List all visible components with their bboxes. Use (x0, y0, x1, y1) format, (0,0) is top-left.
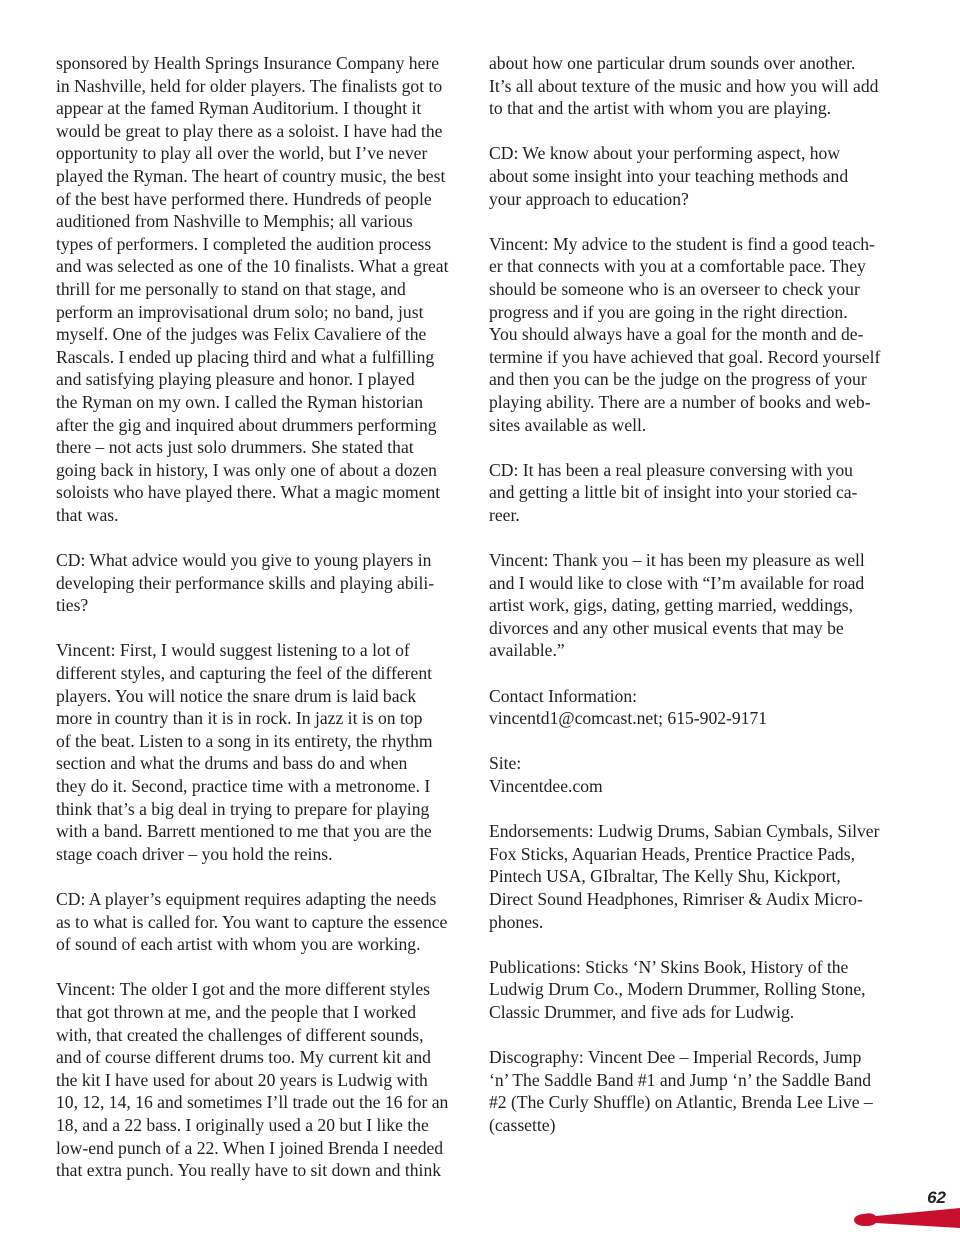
text-line: Vincent: My advice to the student is find a good teach- (489, 233, 875, 254)
text-line: myself. One of the judges was Felix Cavaliere of the (56, 324, 427, 345)
text-line: phones. (489, 911, 544, 932)
text-line: (cassette) (489, 1114, 556, 1135)
text-line: of the beat. Listen to a song in its entirety, the rhythm (56, 730, 433, 751)
text-line: progress and if you are going in the right direction. (489, 301, 848, 322)
paragraph-gap (489, 662, 909, 685)
text-line: Discography: Vincent Dee – Imperial Records, Jump (489, 1047, 862, 1068)
text-line: available.” (489, 640, 565, 661)
text-line: Vincent: Thank you – it has been my pleasure as well (489, 550, 865, 571)
text-line: CD: We know about your performing aspect, how (489, 143, 841, 164)
text-line: playing ability. There are a number of books and web- (489, 391, 871, 412)
text-line: low-end punch of a 22. When I joined Brenda I needed (56, 1137, 444, 1158)
text-line: played the Ryman. The heart of country music, the best (56, 165, 446, 186)
text-line: that was. (56, 504, 119, 525)
text-line: Vincent: The older I got and the more different styles (56, 979, 431, 1000)
text-line: think that’s a big deal in trying to prepare for playing (56, 798, 430, 819)
text-line: divorces and any other musical events that may be (489, 617, 844, 638)
text-line: different styles, and capturing the feel of the different (56, 663, 433, 684)
text-line: CD: A player’s equipment requires adapting the needs (56, 888, 437, 909)
right-column (489, 52, 909, 1137)
text-line: Publications: Sticks ‘N’ Skins Book, History of the (489, 956, 849, 977)
text-line: and was selected as one of the 10 finalists. What a great (56, 256, 449, 277)
text-line: and then you can be the judge on the progress of your (489, 369, 867, 390)
text-line: they do it. Second, practice time with a metronome. I (56, 776, 431, 796)
text-line: Vincent: First, I would suggest listening to a lot of (56, 640, 410, 661)
text-line: the kit I have used for about 20 years is Ludwig with (56, 1069, 428, 1090)
paragraph-gap (489, 933, 909, 956)
text-line: CD: What advice would you give to young players in (56, 550, 432, 571)
page-number: 62 (927, 1188, 946, 1207)
text-line: section and what the drums and bass do and when (56, 753, 408, 774)
text-line: and satisfying playing pleasure and honor. I played (56, 369, 415, 390)
paragraph-gap (489, 210, 909, 233)
text-line: going back in history, I was only one of about a dozen (56, 459, 437, 480)
text-line: that got thrown at me, and the people that I worked (56, 1001, 417, 1022)
text-line: Contact Information: (489, 685, 638, 706)
text-line: the Ryman on my own. I called the Ryman historian (56, 391, 424, 412)
text-line: there – not acts just solo drummers. She stated that (56, 437, 414, 458)
paragraph-gap (489, 798, 909, 821)
text-line: appear at the famed Ryman Auditorium. I thought it (56, 98, 422, 119)
text-line: as to what is called for. You want to capture the essence (56, 911, 448, 932)
text-line: more in country than it is in rock. In jazz it is on top (56, 708, 423, 729)
paragraph-gap (489, 120, 909, 143)
text-line: auditioned from Nashville to Memphis; all various (56, 211, 413, 232)
text-line: You should always have a goal for the month and de- (489, 324, 864, 345)
text-line: your approach to education? (489, 188, 689, 209)
text-line: of the best have performed there. Hundreds of people (56, 188, 432, 209)
text-line: Pintech USA, GIbraltar, The Kelly Shu, Kickport, (489, 866, 841, 887)
paragraph-gap (489, 526, 909, 549)
text-line: and I would like to close with “I’m available for road (489, 572, 865, 593)
text-line: Direct Sound Headphones, Rimriser & Audix Micro- (489, 888, 863, 909)
drumstick-icon (850, 1204, 960, 1234)
text-line: termine if you have achieved that goal. Record yourself (489, 346, 881, 367)
text-line: perform an improvisational drum solo; no band, just (56, 301, 424, 322)
paragraph-gap (489, 436, 909, 459)
text-line: in Nashville, held for older players. The finalists got to (56, 75, 443, 96)
text-line: Vincentdee.com (489, 776, 603, 796)
text-line: of sound of each artist with whom you are working. (56, 934, 421, 955)
text-line: sites available as well. (489, 414, 647, 435)
text-line: 18, and a 22 bass. I originally used a 20 but I like the (56, 1114, 429, 1135)
paragraph-gap (56, 617, 472, 640)
text-line: soloists who have played there. What a magic moment (56, 482, 441, 503)
text-line: developing their performance skills and playing abili- (56, 572, 435, 593)
text-line: opportunity to play all over the world, but I’ve never (56, 143, 428, 164)
text-line: It’s all about texture of the music and how you will add (489, 75, 879, 96)
text-line: Rascals. I ended up placing third and what a fulfilling (56, 346, 435, 367)
text-line: and getting a little bit of insight into your storied ca- (489, 482, 858, 503)
text-line: would be great to play there as a soloist. I have had the (56, 120, 443, 141)
text-line: about how one particular drum sounds over another. (489, 53, 856, 73)
text-line: Classic Drummer, and five ads for Ludwig. (489, 1001, 795, 1022)
text-line: reer. (489, 504, 520, 525)
paragraph-gap (489, 1024, 909, 1047)
text-line: and of course different drums too. My current kit and (56, 1047, 431, 1068)
text-line: #2 (The Curly Shuffle) on Atlantic, Brenda Lee Live – (489, 1092, 873, 1113)
text-line: 10, 12, 14, 16 and sometimes I’ll trade out the 16 for an (56, 1092, 449, 1113)
text-line: er that connects with you at a comfortable pace. They (489, 256, 866, 277)
paragraph-gap (56, 956, 472, 979)
text-line: ties? (56, 595, 89, 616)
text-line: ‘n’ The Saddle Band #1 and Jump ‘n’ the Saddle Band (489, 1069, 872, 1090)
text-line: that extra punch. You really have to sit down and think (56, 1160, 442, 1181)
text-line: to that and the artist with whom you are playing. (489, 98, 832, 119)
text-line: stage coach driver – you hold the reins. (56, 843, 333, 864)
left-column (56, 52, 472, 1182)
text-line: Ludwig Drum Co., Modern Drummer, Rolling Stone, (489, 979, 866, 1000)
text-line: after the gig and inquired about drummers performing (56, 414, 437, 435)
paragraph-gap (56, 865, 472, 888)
text-line: artist work, gigs, dating, getting married, weddings, (489, 595, 854, 616)
text-line: with a band. Barrett mentioned to me that you are the (56, 821, 432, 842)
text-line: types of performers. I completed the audition process (56, 233, 432, 254)
text-line: Site: (489, 753, 522, 774)
text-line: about some insight into your teaching methods and (489, 165, 849, 186)
text-line: Endorsements: Ludwig Drums, Sabian Cymbals, Silver (489, 821, 880, 842)
paragraph-gap (489, 730, 909, 753)
text-line: Fox Sticks, Aquarian Heads, Prentice Practice Pads, (489, 843, 855, 864)
text-line: with, that created the challenges of different sounds, (56, 1024, 424, 1045)
text-line: sponsored by Health Springs Insurance Company here (56, 53, 440, 73)
text-line: vincentd1@comcast.net; 615-902-9171 (489, 708, 768, 729)
paragraph-gap (56, 526, 472, 549)
text-line: should be someone who is an overseer to check your (489, 278, 860, 299)
text-line: CD: It has been a real pleasure conversing with you (489, 459, 853, 480)
text-line: thrill for me personally to stand on that stage, and (56, 278, 406, 299)
text-line: players. You will notice the snare drum is laid back (56, 685, 417, 706)
